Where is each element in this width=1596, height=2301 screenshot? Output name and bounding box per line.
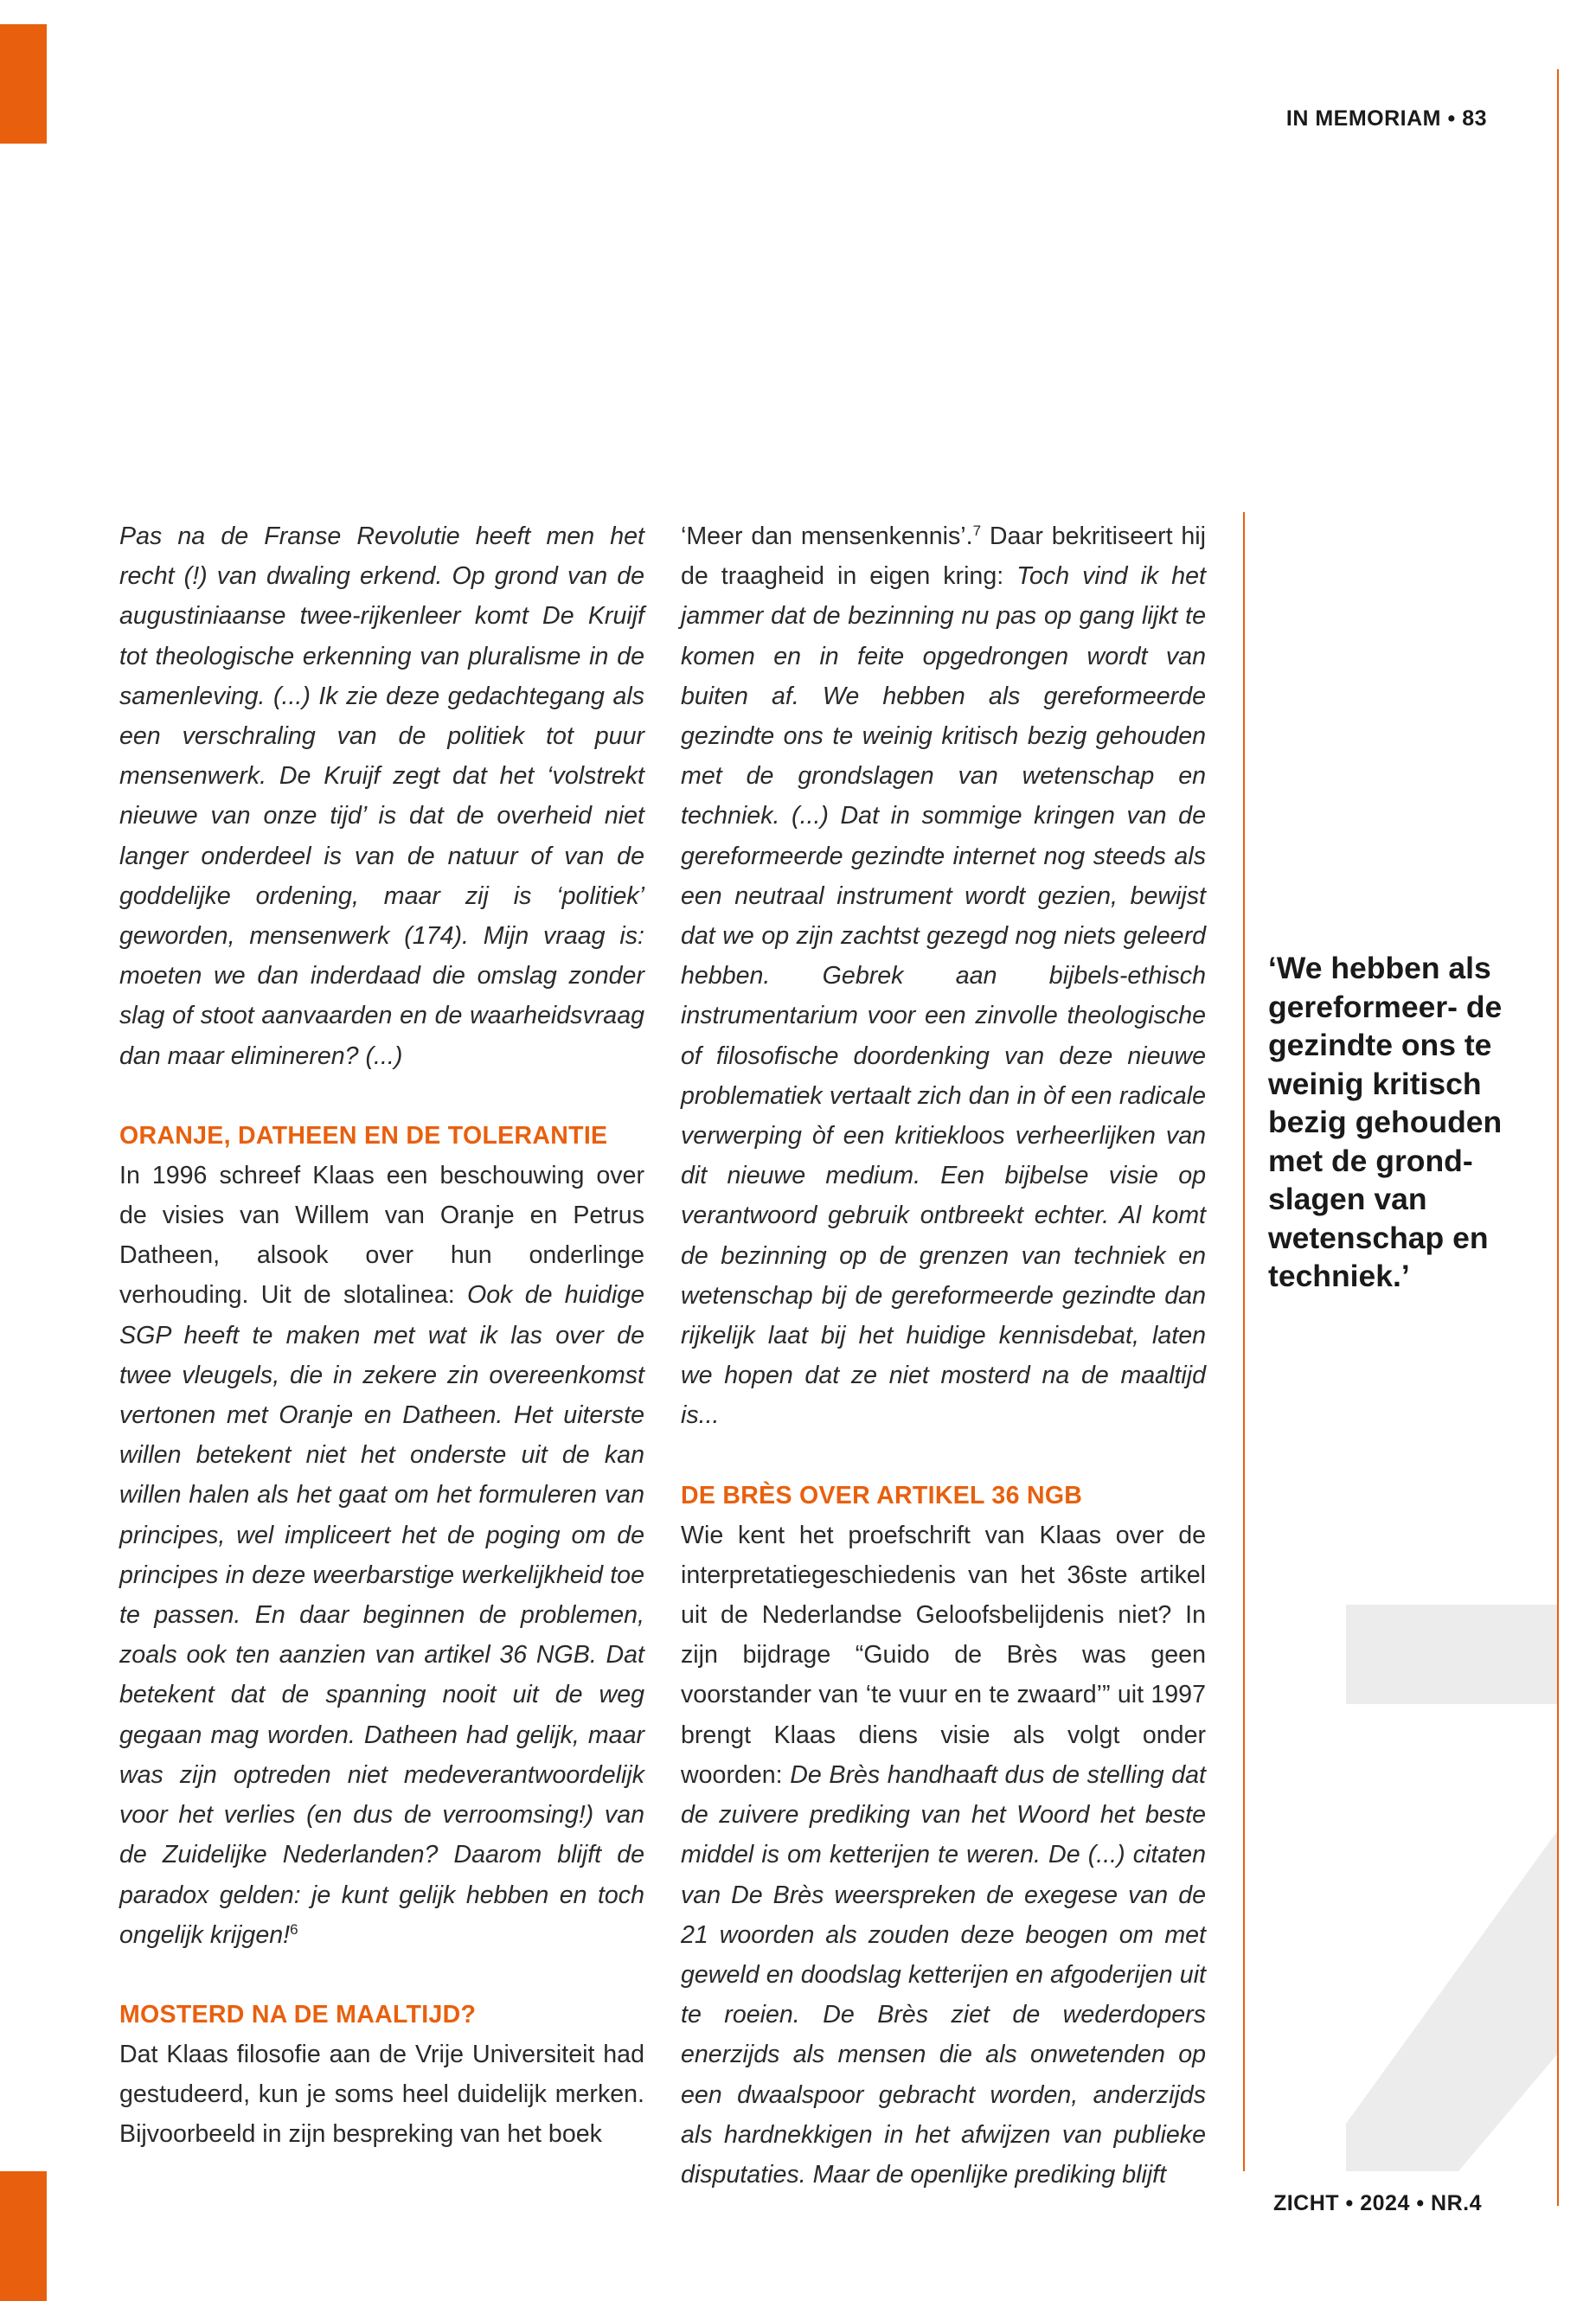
subheading-debres: DE BRÈS OVER ARTIKEL 36 NGB <box>681 1481 1083 1509</box>
running-header <box>1286 106 1487 131</box>
middle-column <box>681 516 1206 2195</box>
footer-year: 2024 <box>1360 2191 1410 2215</box>
footer-issue: NR.4 <box>1431 2191 1482 2215</box>
paragraph-mosterd: Dat Klaas filosofie aan de Vrije Universiteit had gestudeerd, kun je soms heel duidelijk merken. Bijvoorbeeld in zijn bespreking van het boek <box>119 2040 644 2149</box>
paragraph-oranje <box>119 1156 644 1955</box>
header-separator: • <box>1447 106 1456 131</box>
quote-paragraph: Pas na de Franse Revolutie heeft men het recht (!) van dwaling erkend. Op grond van de augustiniaanse twee-rijkenleer komt De Kruijf tot theologische erkenning van pluralisme in de samenleving. (...) Ik zie deze gedachtegang als een verschraling van de politiek tot puur mensenwerk. De Kruijf zegt dat het ‘volstrekt nieuwe van onze tijd’ is dat de overheid niet langer onderdeel is van de natuur of van de goddelijke ordening, maar zij is ‘politiek’ geworden, mensenwerk (174). Mijn vraag is: moeten we dan inderdaad die omslag zonder slag of stoot aanvaarden en de waarheidsvraag dan maar elimineren? (...) <box>119 522 644 1070</box>
running-footer <box>1273 2191 1482 2216</box>
footer-magazine: ZICHT <box>1272 2191 1340 2215</box>
paragraph-mensenkennis-intro: Daar bekritiseert hij de traagheid in eigen kring: <box>681 522 1206 591</box>
left-column <box>119 516 644 2155</box>
footnote-ref-6: 6 <box>290 1920 298 1938</box>
footnote-ref-7: 7 <box>972 522 982 539</box>
subheading-mosterd: MOSTERD NA DE MAALTIJD? <box>119 2000 477 2029</box>
page-edge-rule <box>1557 69 1559 2206</box>
paragraph-debres-intro: Wie kent het proefschrift van Klaas over de interpretatiegeschiedenis van het 36ste artikel uit de Nederlandse Geloofsbelijdenis niet? In zijn bijdrage “Guido de Brès was geen voorstander van ‘te vuur en te zwaard’” uit 1997 brengt Klaas diens visie als volgt onder woorden: <box>681 1521 1206 1789</box>
footer-separator-2: • <box>1416 2191 1425 2215</box>
paragraph-oranje-quote: Ook de huidige SGP heeft te maken met wat ik las over de twee vleugels, die in zekere zin overeenkomst vertonen met Oranje en Datheen. Het uiterste willen betekent niet het onderste uit de kan willen halen als het gaat om het formuleren van principes, wel impliceert het de poging om de principes in deze weerbarstige werkelijkheid toe te passen. En daar beginnen de problemen, zoals ook ten aanzien van artikel 36 NGB. Dat betekent dat de spanning nooit uit de weg gegaan mag worden. Datheen had gelijk, maar was zijn optreden niet medeverantwoordelijk voor het verlies (en dus de verroomsing!) van de Zuidelijke Nederlanden? Daarom blijft de paradox gelden: je kunt gelijk hebben en toch ongelijk krijgen! <box>119 1281 644 1949</box>
paragraph-debres-quote: De Brès handhaaft dus de stelling dat de zuivere prediking van het Woord het beste middel is om ketterijen te weren. De (...) citaten van De Brès weerspreken de exegese van de 21 woorden als zouden deze beogen om met geweld en doodslag ketterijen en afgoderijen uit te roeien. De Brès ziet de wederdopers enerzijds als mensen die als onwetenden op een dwaalspoor gebracht worden, anderzijds als hardnekkigen in het afwijzen van publieke disputaties. Maar de openlijke prediking blijft <box>681 1760 1206 2189</box>
decorative-z-logo <box>1346 1605 1557 2171</box>
header-section: IN MEMORIAM <box>1285 106 1442 131</box>
subheading-oranje: ORANJE, DATHEEN EN DE TOLERANTIE <box>119 1121 608 1150</box>
book-title-text: ‘Meer dan mensenkennis’. <box>681 522 973 550</box>
paragraph-oranje-intro: In 1996 schreef Klaas een beschouwing over de visies van Willem van Oranje en Petrus Datheen, alsook over hun onderlinge verhouding. Uit de slotalinea: <box>119 1161 644 1310</box>
decorative-z-diagonal <box>1346 1831 1557 2171</box>
header-page-number: 83 <box>1462 106 1487 131</box>
paragraph-mensenkennis-quote: Toch vind ik het jammer dat de bezinning nu pas op gang lijkt te komen en in feite opgedrongen wordt van buiten af. We hebben als gereformeerde gezindte ons te weinig kritisch bezig gehouden met de grondslagen van wetenschap en techniek. (...) Dat in sommige kringen van de gereformeerde gezindte internet nog steeds als een neutraal instrument wordt gezien, bewijst dat we op zijn zachtst gezegd nog niets geleerd hebben. Gebrek aan bijbels-ethisch instrumentarium voor een zinvolle theologische of filosofische doordenking van deze nieuwe problematiek vertaalt zich dan in òf een radicale verwerping òf een kritiekloos verheerlijken van dit nieuwe medium. Een bijbelse visie op verantwoord gebruik ontbreekt echter. Al komt de bezinning op de grenzen van techniek en wetenschap bij de gereformeerde gezindte dan rijkelijk laat bij het huidige kennisdebat, laten we hopen dat ze niet mosterd na de maaltijd is... <box>681 562 1206 1430</box>
decorative-z-top-bar <box>1346 1605 1557 1704</box>
pull-quote: ‘We hebben als gereformeer- de gezindte ons te weinig kritisch bezig gehouden met de grond- slagen van wetenschap en techniek.’ <box>1268 951 1503 1293</box>
footer-separator-1: • <box>1345 2191 1354 2215</box>
column-rule <box>1243 512 1245 2171</box>
paragraph-mensenkennis <box>681 516 1206 1436</box>
orange-edge-tab-top <box>0 24 47 144</box>
paragraph-debres <box>681 1516 1206 2195</box>
orange-edge-tab-bottom <box>0 2171 47 2301</box>
